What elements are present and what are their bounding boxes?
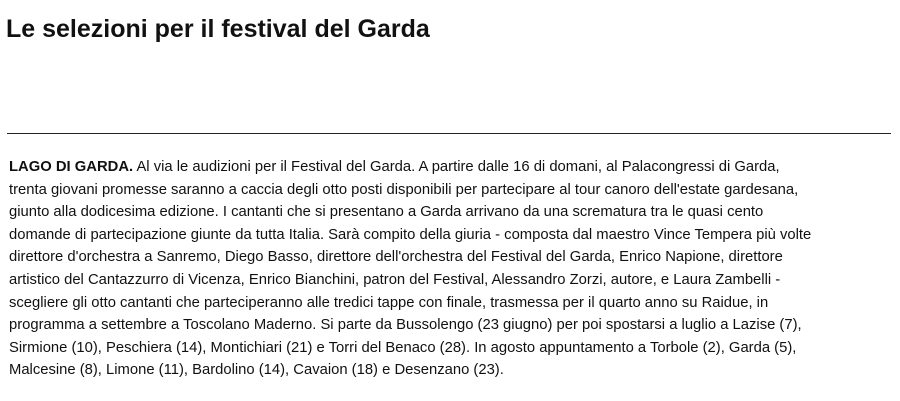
- article-line-6: artistico del Cantazzurro di Vicenza, Enrico Bianchini, patron del Festival, Alessandro Zorzi, autore, e Laura Zambelli -: [9, 271, 781, 288]
- article-line-8: programma a settembre a Toscolano Maderno. Si parte da Bussolengo (23 giugno) per poi spostarsi a luglio a Lazise (7),: [9, 317, 802, 334]
- article-line-3: giunto alla dodicesima edizione. I cantanti che si presentano a Garda arrivano da una scrematura tra le quasi cento: [9, 204, 764, 221]
- divider-rule: [7, 133, 891, 134]
- article-body: [9, 156, 879, 382]
- article-line-5: direttore d'orchestra a Sanremo, Diego Basso, direttore dell'orchestra del Festival del Garda, Enrico Napione, direttore: [9, 249, 783, 266]
- article-line-10: Malcesine (8), Limone (11), Bardolino (14), Cavaion (18) e Desenzano (23).: [9, 362, 504, 379]
- article-line-1-text: Al via le audizioni per il Festival del Garda. A partire dalle 16 di domani, al Palacongressi di Garda,: [136, 159, 780, 175]
- article-line-1: [9, 156, 879, 179]
- article-lead: LAGO DI GARDA.: [9, 159, 134, 175]
- article-line-2: trenta giovani promesse saranno a caccia degli otto posti disponibili per partecipare al tour canoro dell'estate gardesana,: [9, 181, 799, 198]
- article-line-7: scegliere gli otto cantanti che parteciperanno alle tredici tappe con finale, trasmessa per il quarto anno su Raidue, in: [9, 294, 769, 311]
- article-line-4: domande di partecipazione giunte da tutta Italia. Sarà compito della giuria - composta dal maestro Vince Tempera più volte: [9, 226, 812, 243]
- article-title: Le selezioni per il festival del Garda: [6, 15, 430, 43]
- article-line-9: Sirmione (10), Peschiera (14), Montichiari (21) e Torri del Benaco (28). In agosto appuntamento a Torbole (2), Garda (5),: [9, 339, 797, 356]
